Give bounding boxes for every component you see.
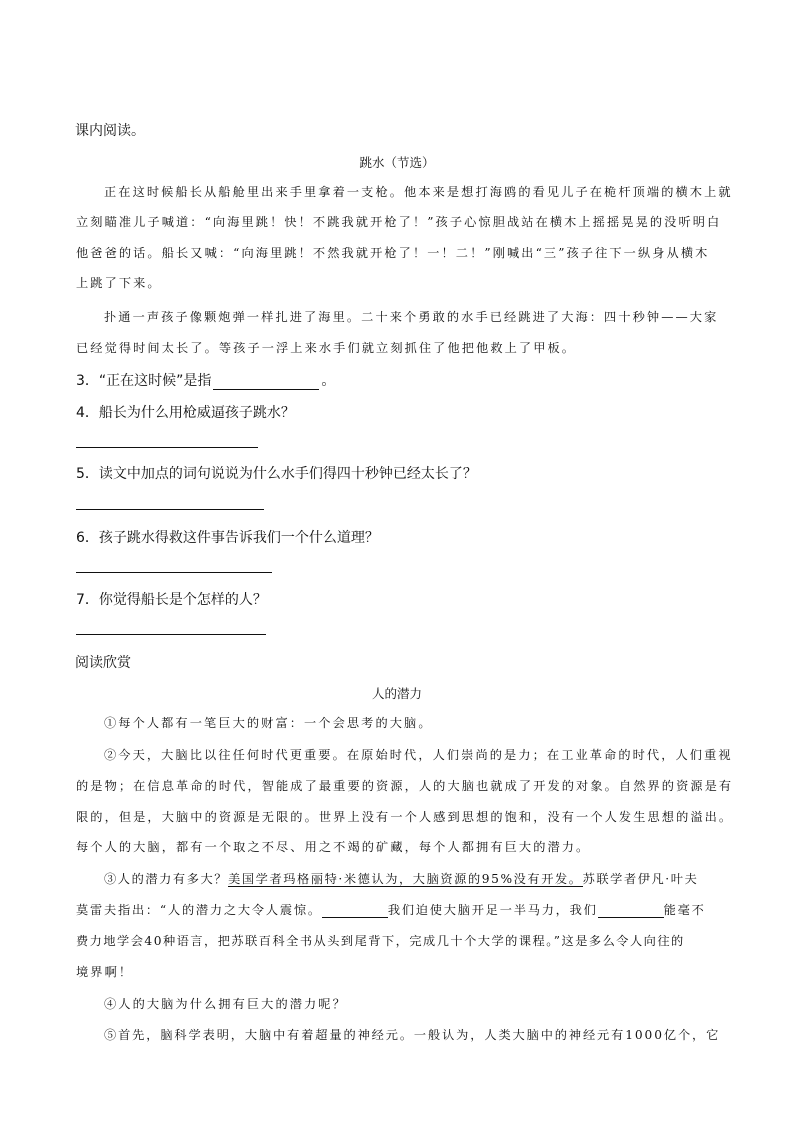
paragraph-line: ④人的大脑为什么拥有巨大的潜力呢？ <box>104 997 347 1011</box>
answer-blank[interactable] <box>213 375 319 390</box>
paragraph-line: 他爸爸的话。船长又喊：“向海里跳！不然我就开枪了！一！二！”刚喊出“三”孩子往下一纵身从横木 <box>76 246 710 260</box>
paragraph-line: ②今天，大脑比以往任何时代更重要。在原始时代，人们崇尚的是力；在工业革命的时代，人们重视 <box>104 748 733 762</box>
paragraph-line: 的是物；在信息革命的时代，智能成了最重要的资源，人的大脑也就成了开发的对象。自然界的资源是有 <box>76 779 734 793</box>
question-6: 6．孩子跳水得救这件事告诉我们一个什么道理？ <box>76 530 379 546</box>
paragraph-line: 每个人的大脑，都有一个取之不尽、用之不竭的矿藏，每个人都拥有巨大的潜力。 <box>76 840 591 854</box>
paragraph-line: ①每个人都有一笔巨大的财富：一个会思考的大脑。 <box>104 716 433 730</box>
question-5: 5．读文中加点的词句说说为什么水手们得四十秒钟已经太长了？ <box>76 466 477 482</box>
section-heading: 课内阅读。 <box>75 123 145 139</box>
paragraph-line: 已经觉得时间太长了。等孩子一浮上来水手们就立刻抓住了他把他救上了甲板。 <box>76 341 577 355</box>
paragraph-line: 立刻瞄准儿子喊道：“向海里跳！快！不跳我就开枪了！”孩子心惊胆战站在横木上摇摇晃晃的没听明白 <box>76 215 722 229</box>
answer-line[interactable] <box>76 447 258 448</box>
answer-blank[interactable] <box>598 903 664 918</box>
p3-text: 我们迫使大脑开足一半马力，我们 <box>387 903 598 917</box>
p3-text: 莫雷夫指出：“人的潜力之大令人震惊。 <box>76 903 322 917</box>
paragraph-line <box>76 901 706 918</box>
paragraph-line: 费力地学会40种语言，把苏联百科全书从头到尾背下，完成几十个大学的课程。”这是多么令人向往的 <box>76 934 685 948</box>
paragraph-line: 扑通一声孩子像颗炮弹一样扎进了海里。二十来个勇敢的水手已经跳进了大海：四十秒钟——大家 <box>104 310 719 324</box>
passage-title: 跳水（节选） <box>359 155 435 170</box>
question-7: 7．你觉得船长是个怎样的人？ <box>76 592 267 608</box>
paragraph-line: 上跳了下来。 <box>76 276 162 290</box>
paragraph-line: 正在这时候船长从船舱里出来手里拿着一支枪。他本来是想打海鸥的看见儿子在桅杆顶端的横木上就 <box>104 185 733 199</box>
p3-text: 能毫不 <box>663 903 706 917</box>
answer-line[interactable] <box>76 509 264 510</box>
paragraph-line <box>104 870 698 887</box>
question-4: 4．船长为什么用枪威逼孩子跳水？ <box>76 405 295 421</box>
question-3-text: 3．“正在这时候”是指 <box>76 373 212 389</box>
passage-title: 人的潜力 <box>371 686 422 701</box>
answer-blank[interactable] <box>322 903 388 918</box>
paragraph-line: 限的，但是，大脑中的资源是无限的。世界上没有一个人感到思想的饱和，没有一个人发生思想的溢出。 <box>76 810 734 824</box>
p3-text: ③人的潜力有多大？ <box>104 872 229 886</box>
question-3 <box>76 370 335 390</box>
p3-text: 苏联学者伊凡·叶夫 <box>582 872 699 886</box>
paragraph-line: ⑤首先，脑科学表明，大脑中有着超量的神经元。一般认为，人类大脑中的神经元有1000亿个，它 <box>104 1028 721 1042</box>
underlined-sentence: 美国学者玛格丽特·米德认为，大脑资源的95%没有开发。 <box>228 872 583 886</box>
answer-line[interactable] <box>76 572 272 573</box>
section-heading: 阅读欣赏 <box>75 655 131 671</box>
paragraph-line: 境界啊！ <box>76 965 134 979</box>
question-3-end: 。 <box>321 373 336 389</box>
answer-line[interactable] <box>76 634 266 635</box>
